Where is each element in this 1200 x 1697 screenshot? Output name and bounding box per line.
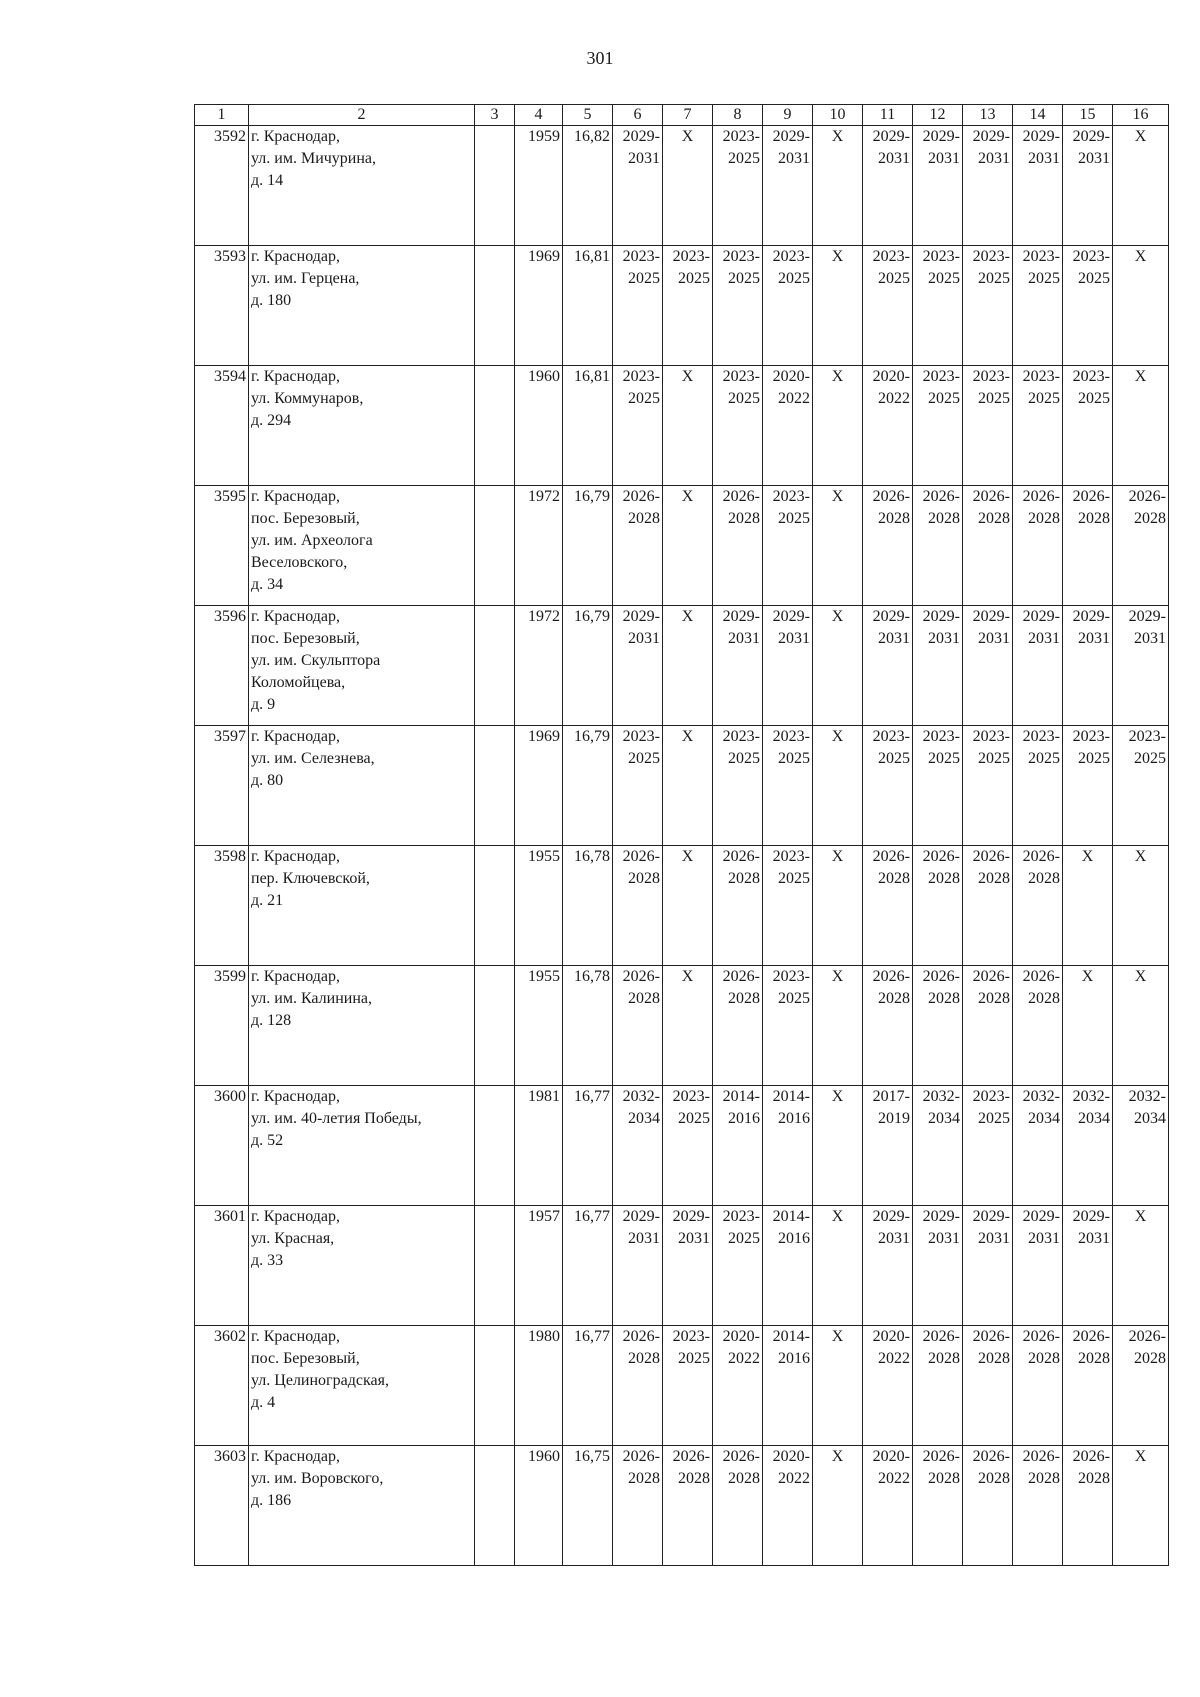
period-cell-col-14: 2026- 2028 <box>1013 486 1063 606</box>
column-header-9: 9 <box>763 105 813 126</box>
column-3-cell <box>475 1446 515 1566</box>
period-cell-col-13: 2023- 2025 <box>963 1086 1013 1206</box>
row-number: 3603 <box>195 1446 249 1566</box>
period-cell-col-16: 2026- 2028 <box>1113 486 1169 606</box>
address-line: д. 14 <box>251 172 284 189</box>
period-cell-col-11: 2029- 2031 <box>863 126 913 246</box>
period-cell-col-7: X <box>663 606 713 726</box>
period-cell-col-10: X <box>813 1086 863 1206</box>
address-line: д. 186 <box>251 1492 292 1509</box>
period-cell-col-13: 2026- 2028 <box>963 1446 1013 1566</box>
table-row <box>195 1086 1169 1206</box>
period-cell-col-15: 2023- 2025 <box>1063 246 1113 366</box>
address-line: д. 80 <box>251 772 284 789</box>
period-cell-col-9: 2023- 2025 <box>763 966 813 1086</box>
housing-register-table <box>194 104 1169 1566</box>
row-number: 3592 <box>195 126 249 246</box>
column-header-12: 12 <box>913 105 963 126</box>
period-cell-col-9: 2014- 2016 <box>763 1206 813 1326</box>
row-number: 3598 <box>195 846 249 966</box>
period-cell-col-11: 2020- 2022 <box>863 1446 913 1566</box>
period-cell-col-16: 2026- 2028 <box>1113 1326 1169 1446</box>
column-3-cell <box>475 366 515 486</box>
period-cell-col-15: 2026- 2028 <box>1063 1446 1113 1566</box>
address-cell <box>249 1446 475 1566</box>
period-cell-col-15: X <box>1063 846 1113 966</box>
period-cell-col-15: 2023- 2025 <box>1063 366 1113 486</box>
period-cell-col-13: 2023- 2025 <box>963 246 1013 366</box>
period-cell-col-10: X <box>813 726 863 846</box>
address-line: г. Краснодар, <box>251 968 340 985</box>
column-header-7: 7 <box>663 105 713 126</box>
period-cell-col-10: X <box>813 126 863 246</box>
value-cell: 16,77 <box>563 1326 613 1446</box>
row-number: 3599 <box>195 966 249 1086</box>
period-cell-col-12: 2026- 2028 <box>913 846 963 966</box>
column-3-cell <box>475 606 515 726</box>
period-cell-col-13: 2023- 2025 <box>963 726 1013 846</box>
period-cell-col-15: 2029- 2031 <box>1063 606 1113 726</box>
period-cell-col-12: 2029- 2031 <box>913 606 963 726</box>
period-cell-col-8: 2026- 2028 <box>713 846 763 966</box>
period-cell-col-9: 2023- 2025 <box>763 846 813 966</box>
column-header-6: 6 <box>613 105 663 126</box>
address-line: пос. Березовый, <box>251 630 360 647</box>
period-cell-col-9: 2020- 2022 <box>763 366 813 486</box>
period-cell-col-6: 2032- 2034 <box>613 1086 663 1206</box>
year-cell: 1959 <box>515 126 563 246</box>
period-cell-col-14: 2026- 2028 <box>1013 1326 1063 1446</box>
period-cell-col-16: X <box>1113 846 1169 966</box>
period-cell-col-7: 2026- 2028 <box>663 1446 713 1566</box>
period-cell-col-10: X <box>813 1446 863 1566</box>
period-cell-col-14: 2029- 2031 <box>1013 126 1063 246</box>
period-cell-col-7: X <box>663 366 713 486</box>
period-cell-col-11: 2026- 2028 <box>863 486 913 606</box>
column-header-5: 5 <box>563 105 613 126</box>
period-cell-col-8: 2023- 2025 <box>713 366 763 486</box>
period-cell-col-16: X <box>1113 1446 1169 1566</box>
period-cell-col-12: 2032- 2034 <box>913 1086 963 1206</box>
address-line: Коломойцева, <box>251 674 346 691</box>
column-header-11: 11 <box>863 105 913 126</box>
period-cell-col-11: 2020- 2022 <box>863 366 913 486</box>
period-cell-col-16: X <box>1113 246 1169 366</box>
period-cell-col-6: 2029- 2031 <box>613 1206 663 1326</box>
column-header-16: 16 <box>1113 105 1169 126</box>
year-cell: 1969 <box>515 726 563 846</box>
year-cell: 1955 <box>515 846 563 966</box>
year-cell: 1955 <box>515 966 563 1086</box>
period-cell-col-14: 2026- 2028 <box>1013 846 1063 966</box>
period-cell-col-13: 2029- 2031 <box>963 606 1013 726</box>
value-cell: 16,79 <box>563 726 613 846</box>
address-line: г. Краснодар, <box>251 608 340 625</box>
period-cell-col-13: 2029- 2031 <box>963 1206 1013 1326</box>
address-line: ул. им. Скульптора <box>251 652 381 669</box>
address-line: г. Краснодар, <box>251 1448 340 1465</box>
address-line: ул. им. Герцена, <box>251 270 360 287</box>
address-line: Веселовского, <box>251 554 348 571</box>
column-header-3: 3 <box>475 105 515 126</box>
column-header-4: 4 <box>515 105 563 126</box>
row-number: 3595 <box>195 486 249 606</box>
year-cell: 1981 <box>515 1086 563 1206</box>
address-cell <box>249 126 475 246</box>
value-cell: 16,81 <box>563 246 613 366</box>
period-cell-col-7: 2023- 2025 <box>663 246 713 366</box>
address-line: ул. им. Археолога <box>251 532 373 549</box>
address-cell <box>249 366 475 486</box>
period-cell-col-13: 2026- 2028 <box>963 486 1013 606</box>
row-number: 3593 <box>195 246 249 366</box>
row-number: 3602 <box>195 1326 249 1446</box>
row-number: 3597 <box>195 726 249 846</box>
address-line: пер. Ключевской, <box>251 870 370 887</box>
address-line: д. 180 <box>251 292 292 309</box>
column-number-row <box>195 105 1169 126</box>
period-cell-col-15: 2023- 2025 <box>1063 726 1113 846</box>
address-line: г. Краснодар, <box>251 728 340 745</box>
period-cell-col-16: 2029- 2031 <box>1113 606 1169 726</box>
column-3-cell <box>475 246 515 366</box>
row-number: 3601 <box>195 1206 249 1326</box>
table-row <box>195 846 1169 966</box>
period-cell-col-6: 2029- 2031 <box>613 126 663 246</box>
period-cell-col-9: 2023- 2025 <box>763 726 813 846</box>
period-cell-col-10: X <box>813 246 863 366</box>
address-line: ул. Целиноградская, <box>251 1372 389 1389</box>
period-cell-col-13: 2026- 2028 <box>963 1326 1013 1446</box>
column-3-cell <box>475 966 515 1086</box>
column-3-cell <box>475 126 515 246</box>
column-header-15: 15 <box>1063 105 1113 126</box>
period-cell-col-6: 2023- 2025 <box>613 246 663 366</box>
period-cell-col-13: 2026- 2028 <box>963 846 1013 966</box>
row-number: 3600 <box>195 1086 249 1206</box>
period-cell-col-9: 2023- 2025 <box>763 246 813 366</box>
column-3-cell <box>475 726 515 846</box>
address-cell <box>249 246 475 366</box>
period-cell-col-10: X <box>813 966 863 1086</box>
address-line: пос. Березовый, <box>251 510 360 527</box>
value-cell: 16,75 <box>563 1446 613 1566</box>
period-cell-col-13: 2029- 2031 <box>963 126 1013 246</box>
address-line: д. 128 <box>251 1012 292 1029</box>
period-cell-col-12: 2029- 2031 <box>913 1206 963 1326</box>
period-cell-col-9: 2023- 2025 <box>763 486 813 606</box>
table-row <box>195 246 1169 366</box>
period-cell-col-16: X <box>1113 126 1169 246</box>
period-cell-col-12: 2026- 2028 <box>913 1446 963 1566</box>
column-header-14: 14 <box>1013 105 1063 126</box>
address-line: ул. им. Калинина, <box>251 990 373 1007</box>
period-cell-col-15: 2026- 2028 <box>1063 1326 1113 1446</box>
address-line: ул. им. Мичурина, <box>251 150 377 167</box>
address-line: г. Краснодар, <box>251 1328 340 1345</box>
period-cell-col-6: 2026- 2028 <box>613 486 663 606</box>
period-cell-col-11: 2029- 2031 <box>863 1206 913 1326</box>
column-3-cell <box>475 1206 515 1326</box>
period-cell-col-6: 2026- 2028 <box>613 1326 663 1446</box>
address-line: д. 9 <box>251 696 276 713</box>
period-cell-col-6: 2026- 2028 <box>613 846 663 966</box>
period-cell-col-10: X <box>813 486 863 606</box>
period-cell-col-14: 2026- 2028 <box>1013 1446 1063 1566</box>
address-line: д. 4 <box>251 1394 276 1411</box>
period-cell-col-15: X <box>1063 966 1113 1086</box>
period-cell-col-11: 2029- 2031 <box>863 606 913 726</box>
period-cell-col-12: 2026- 2028 <box>913 966 963 1086</box>
table-row <box>195 1446 1169 1566</box>
period-cell-col-8: 2023- 2025 <box>713 726 763 846</box>
address-cell <box>249 846 475 966</box>
period-cell-col-16: X <box>1113 1206 1169 1326</box>
period-cell-col-16: X <box>1113 966 1169 1086</box>
period-cell-col-7: 2023- 2025 <box>663 1326 713 1446</box>
address-line: г. Краснодар, <box>251 488 340 505</box>
row-number: 3594 <box>195 366 249 486</box>
column-3-cell <box>475 846 515 966</box>
period-cell-col-9: 2014- 2016 <box>763 1086 813 1206</box>
column-header-13: 13 <box>963 105 1013 126</box>
row-number: 3596 <box>195 606 249 726</box>
period-cell-col-7: X <box>663 846 713 966</box>
period-cell-col-13: 2026- 2028 <box>963 966 1013 1086</box>
address-line: ул. им. Селезнева, <box>251 750 375 767</box>
address-line: г. Краснодар, <box>251 1088 340 1105</box>
table-row <box>195 366 1169 486</box>
address-line: д. 34 <box>251 576 284 593</box>
period-cell-col-9: 2029- 2031 <box>763 126 813 246</box>
period-cell-col-14: 2023- 2025 <box>1013 246 1063 366</box>
address-line: д. 294 <box>251 412 292 429</box>
period-cell-col-12: 2026- 2028 <box>913 486 963 606</box>
period-cell-col-11: 2026- 2028 <box>863 966 913 1086</box>
period-cell-col-8: 2023- 2025 <box>713 246 763 366</box>
table-row <box>195 606 1169 726</box>
period-cell-col-14: 2026- 2028 <box>1013 966 1063 1086</box>
period-cell-col-8: 2014- 2016 <box>713 1086 763 1206</box>
period-cell-col-8: 2026- 2028 <box>713 486 763 606</box>
year-cell: 1957 <box>515 1206 563 1326</box>
period-cell-col-14: 2029- 2031 <box>1013 606 1063 726</box>
period-cell-col-7: X <box>663 126 713 246</box>
period-cell-col-14: 2023- 2025 <box>1013 366 1063 486</box>
value-cell: 16,79 <box>563 606 613 726</box>
table-body <box>195 126 1169 1566</box>
period-cell-col-10: X <box>813 606 863 726</box>
period-cell-col-15: 2029- 2031 <box>1063 1206 1113 1326</box>
address-line: г. Краснодар, <box>251 848 340 865</box>
year-cell: 1980 <box>515 1326 563 1446</box>
table-row <box>195 126 1169 246</box>
period-cell-col-6: 2026- 2028 <box>613 1446 663 1566</box>
period-cell-col-12: 2023- 2025 <box>913 726 963 846</box>
address-line: д. 52 <box>251 1132 284 1149</box>
year-cell: 1972 <box>515 486 563 606</box>
value-cell: 16,82 <box>563 126 613 246</box>
period-cell-col-8: 2026- 2028 <box>713 1446 763 1566</box>
period-cell-col-11: 2020- 2022 <box>863 1326 913 1446</box>
value-cell: 16,78 <box>563 846 613 966</box>
address-line: ул. Красная, <box>251 1230 335 1247</box>
period-cell-col-14: 2032- 2034 <box>1013 1086 1063 1206</box>
period-cell-col-13: 2023- 2025 <box>963 366 1013 486</box>
address-line: г. Краснодар, <box>251 128 340 145</box>
address-line: д. 33 <box>251 1252 284 1269</box>
value-cell: 16,79 <box>563 486 613 606</box>
period-cell-col-7: 2029- 2031 <box>663 1206 713 1326</box>
period-cell-col-8: 2020- 2022 <box>713 1326 763 1446</box>
address-line: г. Краснодар, <box>251 1208 340 1225</box>
value-cell: 16,77 <box>563 1086 613 1206</box>
period-cell-col-6: 2029- 2031 <box>613 606 663 726</box>
period-cell-col-7: X <box>663 966 713 1086</box>
column-header-2: 2 <box>249 105 475 126</box>
address-cell <box>249 606 475 726</box>
period-cell-col-12: 2026- 2028 <box>913 1326 963 1446</box>
address-cell <box>249 1206 475 1326</box>
period-cell-col-12: 2029- 2031 <box>913 126 963 246</box>
address-cell <box>249 1326 475 1446</box>
period-cell-col-11: 2023- 2025 <box>863 246 913 366</box>
period-cell-col-11: 2026- 2028 <box>863 846 913 966</box>
period-cell-col-9: 2029- 2031 <box>763 606 813 726</box>
table-row <box>195 966 1169 1086</box>
period-cell-col-8: 2023- 2025 <box>713 1206 763 1326</box>
address-cell <box>249 726 475 846</box>
column-header-8: 8 <box>713 105 763 126</box>
period-cell-col-12: 2023- 2025 <box>913 246 963 366</box>
value-cell: 16,77 <box>563 1206 613 1326</box>
period-cell-col-6: 2026- 2028 <box>613 966 663 1086</box>
year-cell: 1960 <box>515 366 563 486</box>
address-cell <box>249 486 475 606</box>
year-cell: 1960 <box>515 1446 563 1566</box>
table-row <box>195 726 1169 846</box>
period-cell-col-9: 2014- 2016 <box>763 1326 813 1446</box>
value-cell: 16,78 <box>563 966 613 1086</box>
address-line: ул. им. Воровского, <box>251 1470 384 1487</box>
table-row <box>195 1206 1169 1326</box>
address-line: д. 21 <box>251 892 284 909</box>
period-cell-col-11: 2023- 2025 <box>863 726 913 846</box>
address-line: г. Краснодар, <box>251 248 340 265</box>
period-cell-col-10: X <box>813 846 863 966</box>
year-cell: 1972 <box>515 606 563 726</box>
period-cell-col-16: X <box>1113 366 1169 486</box>
period-cell-col-10: X <box>813 1326 863 1446</box>
address-line: ул. Коммунаров, <box>251 390 364 407</box>
period-cell-col-7: X <box>663 726 713 846</box>
period-cell-col-12: 2023- 2025 <box>913 366 963 486</box>
address-cell <box>249 1086 475 1206</box>
period-cell-col-15: 2026- 2028 <box>1063 486 1113 606</box>
period-cell-col-6: 2023- 2025 <box>613 366 663 486</box>
value-cell: 16,81 <box>563 366 613 486</box>
period-cell-col-7: X <box>663 486 713 606</box>
address-cell <box>249 966 475 1086</box>
year-cell: 1969 <box>515 246 563 366</box>
period-cell-col-10: X <box>813 1206 863 1326</box>
period-cell-col-16: 2032- 2034 <box>1113 1086 1169 1206</box>
column-header-1: 1 <box>195 105 249 126</box>
period-cell-col-7: 2023- 2025 <box>663 1086 713 1206</box>
period-cell-col-10: X <box>813 366 863 486</box>
period-cell-col-15: 2032- 2034 <box>1063 1086 1113 1206</box>
column-3-cell <box>475 1086 515 1206</box>
period-cell-col-8: 2026- 2028 <box>713 966 763 1086</box>
column-3-cell <box>475 486 515 606</box>
period-cell-col-14: 2029- 2031 <box>1013 1206 1063 1326</box>
period-cell-col-8: 2029- 2031 <box>713 606 763 726</box>
period-cell-col-15: 2029- 2031 <box>1063 126 1113 246</box>
period-cell-col-14: 2023- 2025 <box>1013 726 1063 846</box>
period-cell-col-16: 2023- 2025 <box>1113 726 1169 846</box>
column-header-10: 10 <box>813 105 863 126</box>
address-line: пос. Березовый, <box>251 1350 360 1367</box>
table-row <box>195 1326 1169 1446</box>
period-cell-col-6: 2023- 2025 <box>613 726 663 846</box>
period-cell-col-8: 2023- 2025 <box>713 126 763 246</box>
address-line: ул. им. 40-летия Победы, <box>251 1110 422 1127</box>
table-row <box>195 486 1169 606</box>
column-3-cell <box>475 1326 515 1446</box>
address-line: г. Краснодар, <box>251 368 340 385</box>
period-cell-col-9: 2020- 2022 <box>763 1446 813 1566</box>
page-number: 301 <box>586 48 614 68</box>
period-cell-col-11: 2017- 2019 <box>863 1086 913 1206</box>
